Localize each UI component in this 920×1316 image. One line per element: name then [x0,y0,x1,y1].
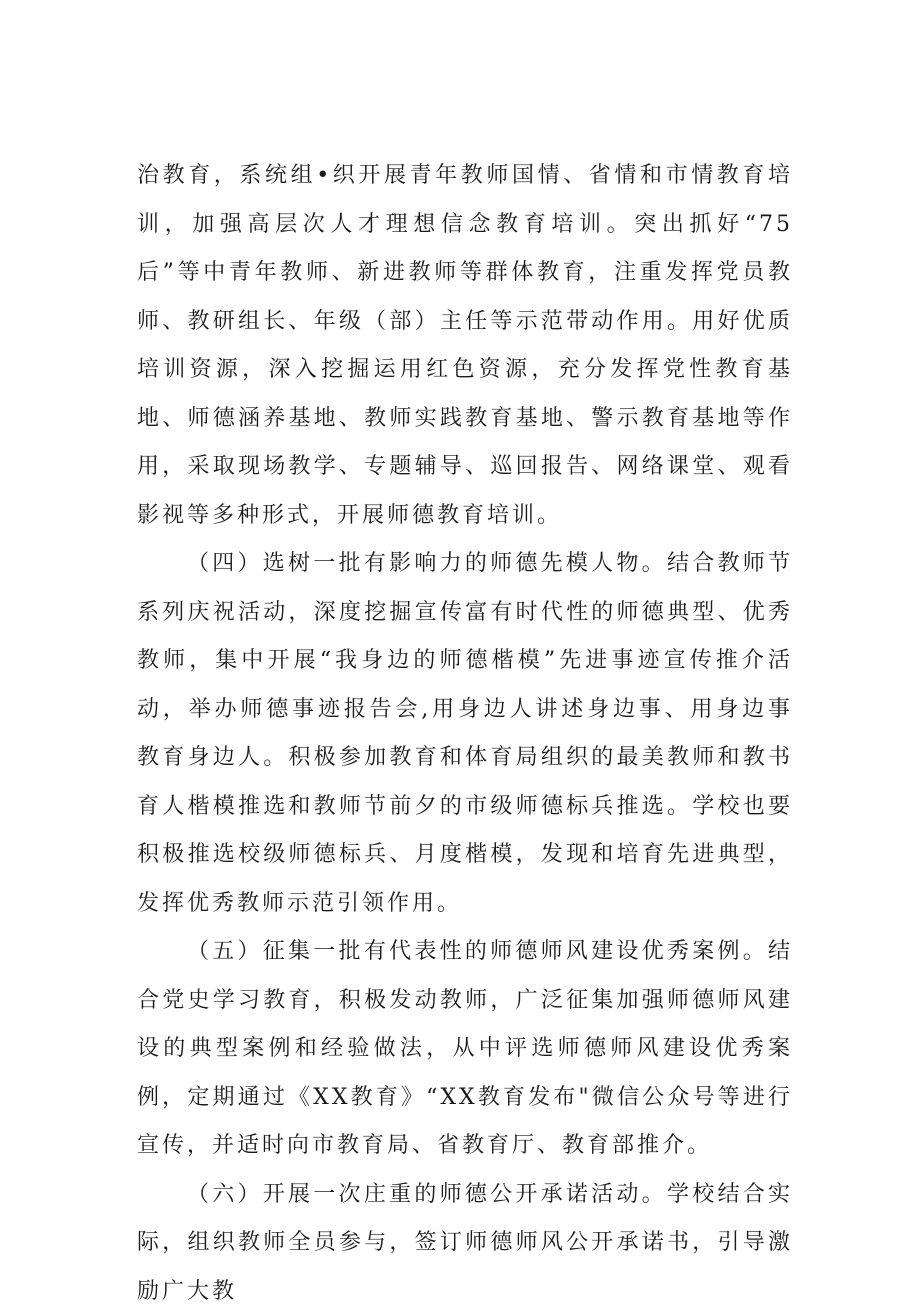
paragraph-section-4: （四）选树一批有影响力的师德先模人物。结合教师节系列庆祝活动，深度挖掘宣传富有时代性的师德典型、优秀教师，集中开展“我身边的师德楷模”先进事迹宣传推介活动，举办师德事迹报告会,用身边人讲述身边事、用身边事教育身边人。积极参加教育和体育局组织的最美教师和教书育人楷模推选和教师节前夕的市级师德标兵推选。学校也要积极推选校级师德标兵、月度楷模，发现和培育先进典型，发挥优秀教师示范引领作用。 [137,540,793,928]
paragraph-section-6: （六）开展一次庄重的师德公开承诺活动。学校结合实际，组织教师全员参与，签订师德师风公开承诺书，引导激励广大教 [137,1171,793,1316]
document-body [137,152,793,1316]
paragraph-section-5: （五）征集一批有代表性的师德师风建设优秀案例。结合党史学习教育，积极发动教师，广泛征集加强师德师风建设的典型案例和经验做法，从中评选师德师风建设优秀案例，定期通过《XX教育》“XX教育发布"微信公众号等进行宣传，并适时向市教育局、省教育厅、教育部推介。 [137,928,793,1171]
paragraph-continued: 治教育，系统组•织开展青年教师国情、省情和市情教育培训，加强高层次人才理想信念教育培训。突出抓好“75后”等中青年教师、新进教师等群体教育，注重发挥党员教师、教研组长、年级（部）主任等示范带动作用。用好优质培训资源，深入挖掘运用红色资源，充分发挥党性教育基地、师德涵养基地、教师实践教育基地、警示教育基地等作用，采取现场教学、专题辅导、巡回报告、网络课堂、观看影视等多种形式，开展师德教育培训。 [137,152,793,540]
